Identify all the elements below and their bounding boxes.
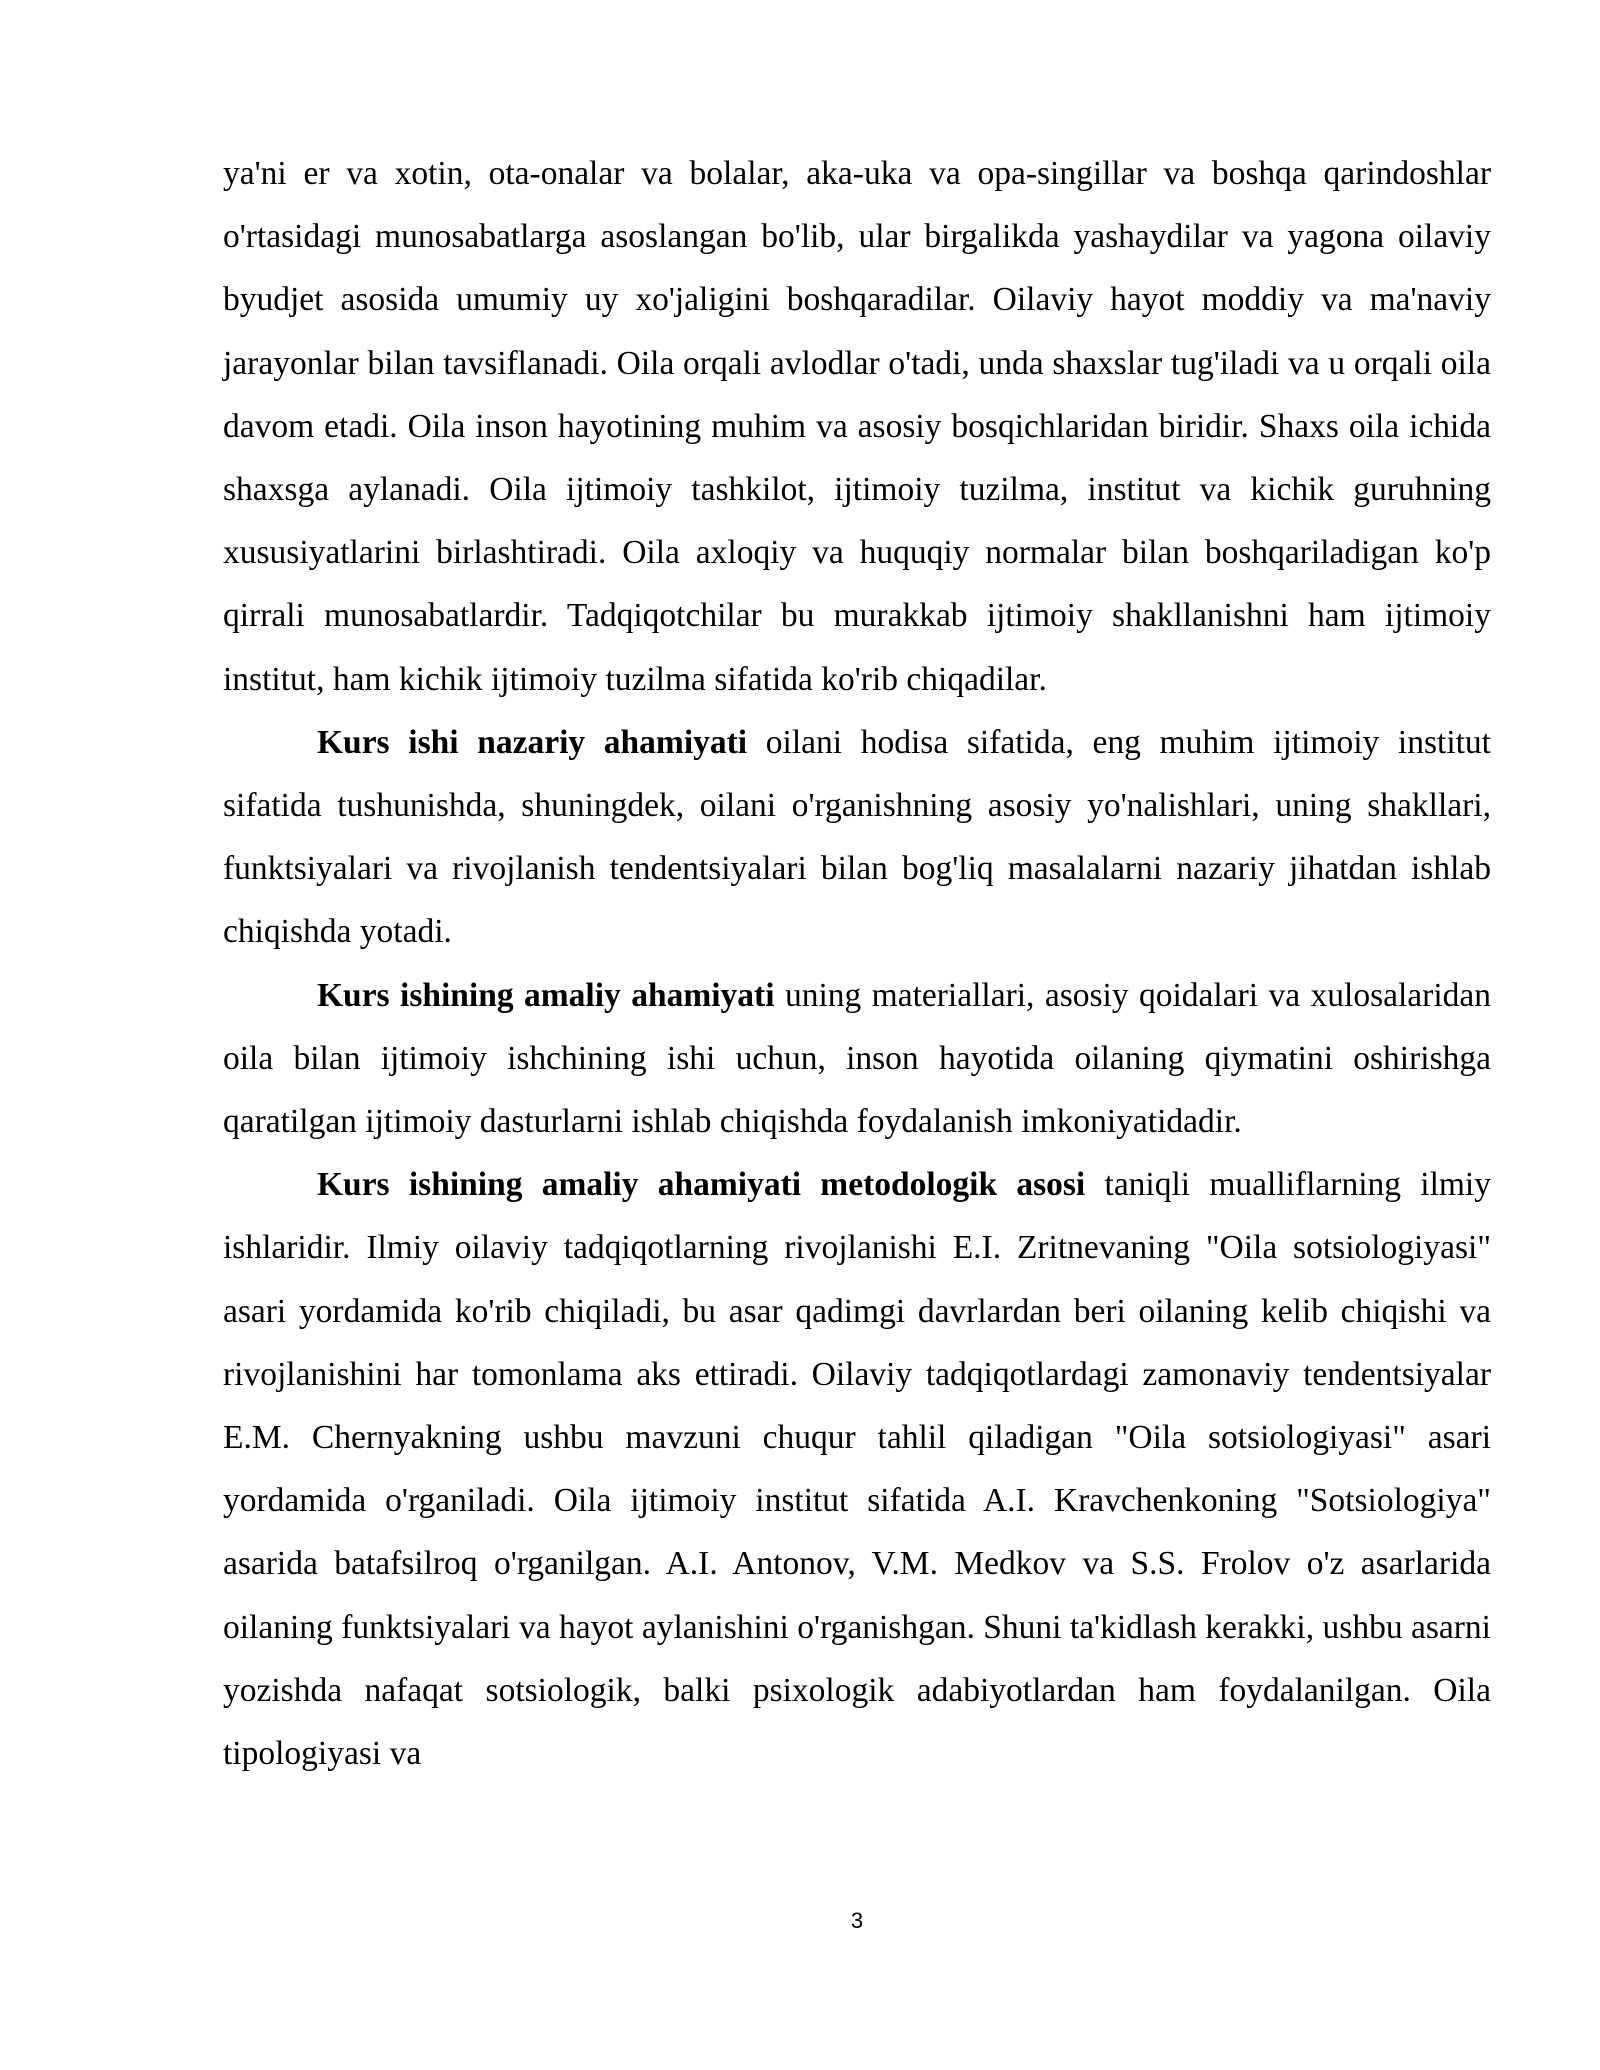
paragraph-4-heading: Kurs ishining amaliy ahamiyati metodologik asosi — [317, 1166, 1086, 1204]
paragraph-2-text: oilani hodisa sifatida, eng muhim ijtimoiy institut sifatida tushunishda, shuningdek, oilani o'rganishning asosiy yo'nalishlari, uning shakllari, funktsiyalari va rivojlanish tendentsiyalari bilan bog'liq masalalarni nazariy jihatdan ishlab chiqishda yotadi. — [223, 723, 1491, 951]
page-number: 3 — [850, 1908, 864, 1933]
paragraph-2 — [223, 711, 1491, 964]
paragraph-1-text: ya'ni er va xotin, ota-onalar va bolalar, aka-uka va opa-singillar va boshqa qarindoshlar o'rtasidagi munosabatlarga asoslangan bo'lib, ular birgalikda yashaydilar va yagona oilaviy byudjet asosida umumiy uy xo'jaligini boshqaradilar. Oilaviy hayot moddiy va ma'naviy jarayonlar bilan tavsiflanadi. Oila orqali avlodlar o'tadi, unda shaxslar tug'iladi va u orqali oila davom etadi. Oila inson hayotining muhim va asosiy bosqichlaridan biridir. Shaxs oila ichida shaxsga aylanadi. Oila ijtimoiy tashkilot, ijtimoiy tuzilma, institut va kichik guruhning xususiyatlarini birlashtiradi. Oila axloqiy va huquqiy normalar bilan boshqariladigan ko'p qirrali munosabatlardir. Tadqiqotchilar bu murakkab ijtimoiy shakllanishni ham ijtimoiy institut, ham kichik ijtimoiy tuzilma sifatida ko'rib chiqadilar. — [223, 155, 1491, 698]
paragraph-3-heading: Kurs ishining amaliy ahamiyati — [317, 976, 775, 1014]
body-text — [223, 142, 1491, 1785]
paragraph-4 — [223, 1153, 1491, 1785]
paragraph-3 — [223, 964, 1491, 1154]
paragraph-1 — [223, 142, 1491, 711]
paragraph-2-heading: Kurs ishi nazariy ahamiyati — [317, 723, 748, 761]
paragraph-4-text: taniqli mualliflarning ilmiy ishlaridir. Ilmiy oilaviy tadqiqotlarning rivojlanishi E.I. Zritnevaning "Oila sotsiologiyasi" asari yordamida ko'rib chiqiladi, bu asar qadimgi davrlardan beri oilaning kelib chiqishi va rivojlanishini har tomonlama aks ettiradi. Oilaviy tadqiqotlardagi zamonaviy tendentsiyalar E.M. Chernyakning ushbu mavzuni chuqur tahlil qiladigan "Oila sotsiologiyasi" asari yordamida o'rganiladi. Oila ijtimoiy institut sifatida A.I. Kravchenkoning "Sotsiologiya" asarida batafsilroq o'rganilgan. A.I. Antonov, V.M. Medkov va S.S. Frolov o'z asarlarida oilaning funktsiyalari va hayot aylanishini o'rganishgan. Shuni ta'kidlash kerakki, ushbu asarni yozishda nafaqat sotsiologik, balki psixologik adabiyotlardan ham foydalanilgan. Oila tipologiyasi va — [223, 1166, 1491, 1773]
paragraph-3-text: uning materiallari, asosiy qoidalari va xulosalaridan oila bilan ijtimoiy ishchining ishi uchun, inson hayotida oilaning qiymatini oshirishga qaratilgan ijtimoiy dasturlarni ishlab chiqishda foydalanish imkoniyatidadir. — [223, 976, 1491, 1141]
